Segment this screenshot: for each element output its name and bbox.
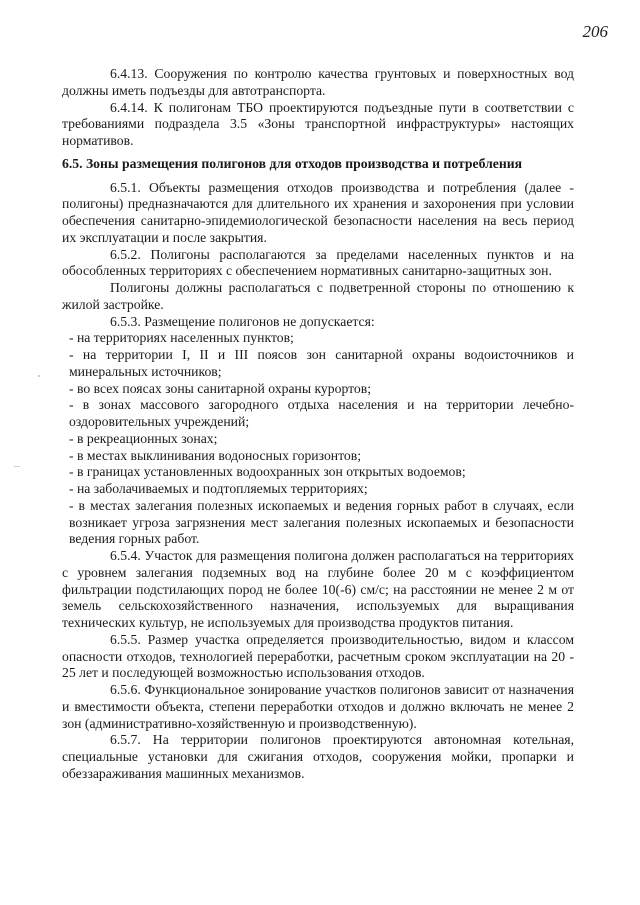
- list-item: - на территории I, II и III поясов зон санитарной охраны водоисточников и минеральных источников;: [69, 347, 574, 379]
- paragraph-leeward-side: Полигоны должны располагаться с подветренной стороны по отношению к жилой застройке.: [62, 280, 574, 312]
- paragraph-6-5-6: 6.5.6. Функциональное зонирование участков полигонов зависит от назначения и вместимости объекта, степени переработки отходов и должно включать не менее 2 зон (административно-хозяйственную и производственную).: [62, 682, 574, 731]
- paragraph-6-4-14: 6.4.14. К полигонам ТБО проектируются подъездные пути в соответствии с требованиями подраздела 3.5 «Зоны транспортной инфраструктуры» настоящих нормативов.: [62, 99, 574, 148]
- list-item: - в рекреационных зонах;: [69, 430, 218, 446]
- list-item: - на заболачиваемых и подтопляемых территориях;: [69, 481, 368, 496]
- scan-artifact: [14, 466, 20, 467]
- page-number: 206: [582, 22, 608, 41]
- document-body: [62, 66, 574, 783]
- paragraph-6-5-5: 6.5.5. Размер участка определяется производительностью, видом и классом опасности отходов, технологией переработки, расчетным сроком эксплуатации на 20 - 25 лет и последующей возможностью использования отходов.: [62, 631, 574, 681]
- paragraph-6-5-4: 6.5.4. Участок для размещения полигона должен располагаться на территориях с уровнем залегания подземных вод на глубине более 20 м с коэффициентом фильтрации подстилающих пород не более 10(-6) см/с; на расстоянии не менее 2 м от земель сельскохозяйственного назначения, используемых для выращивания технических культур, не используемых для производства продуктов питания.: [62, 548, 574, 630]
- list-item: - в местах залегания полезных ископаемых и ведения горных работ в случаях, если возникает угроза загрязнения мест залегания полезных ископаемых и безопасности ведения горных работ.: [69, 497, 574, 547]
- paragraph-6-4-13: 6.4.13. Сооружения по контролю качества грунтовых и поверхностных вод должны иметь подъезды для автотранспорта.: [62, 66, 574, 98]
- section-heading-6-5: 6.5. Зоны размещения полигонов для отходов производства и потребления: [62, 155, 522, 171]
- paragraph-6-5-2: 6.5.2. Полигоны располагаются за пределами населенных пунктов и на обособленных территориях с обеспечением нормативных санитарно-защитных зон.: [62, 246, 574, 279]
- paragraph-6-5-7: 6.5.7. На территории полигонов проектируются автономная котельная, специальные установки для сжигания отходов, сооружения мойки, пропарки и обеззараживания машинных механизмов.: [62, 732, 574, 781]
- list-item: - в границах установленных водоохранных зон открытых водоемов;: [69, 464, 466, 480]
- list-item: - в зонах массового загородного отдыха населения и на территории лечебно-оздоровительных учреждений;: [69, 397, 574, 429]
- paragraph-6-5-3: 6.5.3. Размещение полигонов не допускается:: [110, 313, 375, 329]
- list-item: - во всех поясах зоны санитарной охраны курортов;: [69, 380, 372, 396]
- list-item: - в местах выклинивания водоносных горизонтов;: [69, 447, 362, 463]
- scan-artifact: [38, 375, 40, 377]
- paragraph-6-5-1: 6.5.1. Объекты размещения отходов производства и потребления (далее - полигоны) предназначаются для длительного их хранения и захоронения при условии обеспечения санитарно-эпидемиологической безопасности населения на весь период их эксплуатации и после закрытия.: [62, 179, 574, 245]
- list-item: - на территориях населенных пунктов;: [69, 330, 294, 346]
